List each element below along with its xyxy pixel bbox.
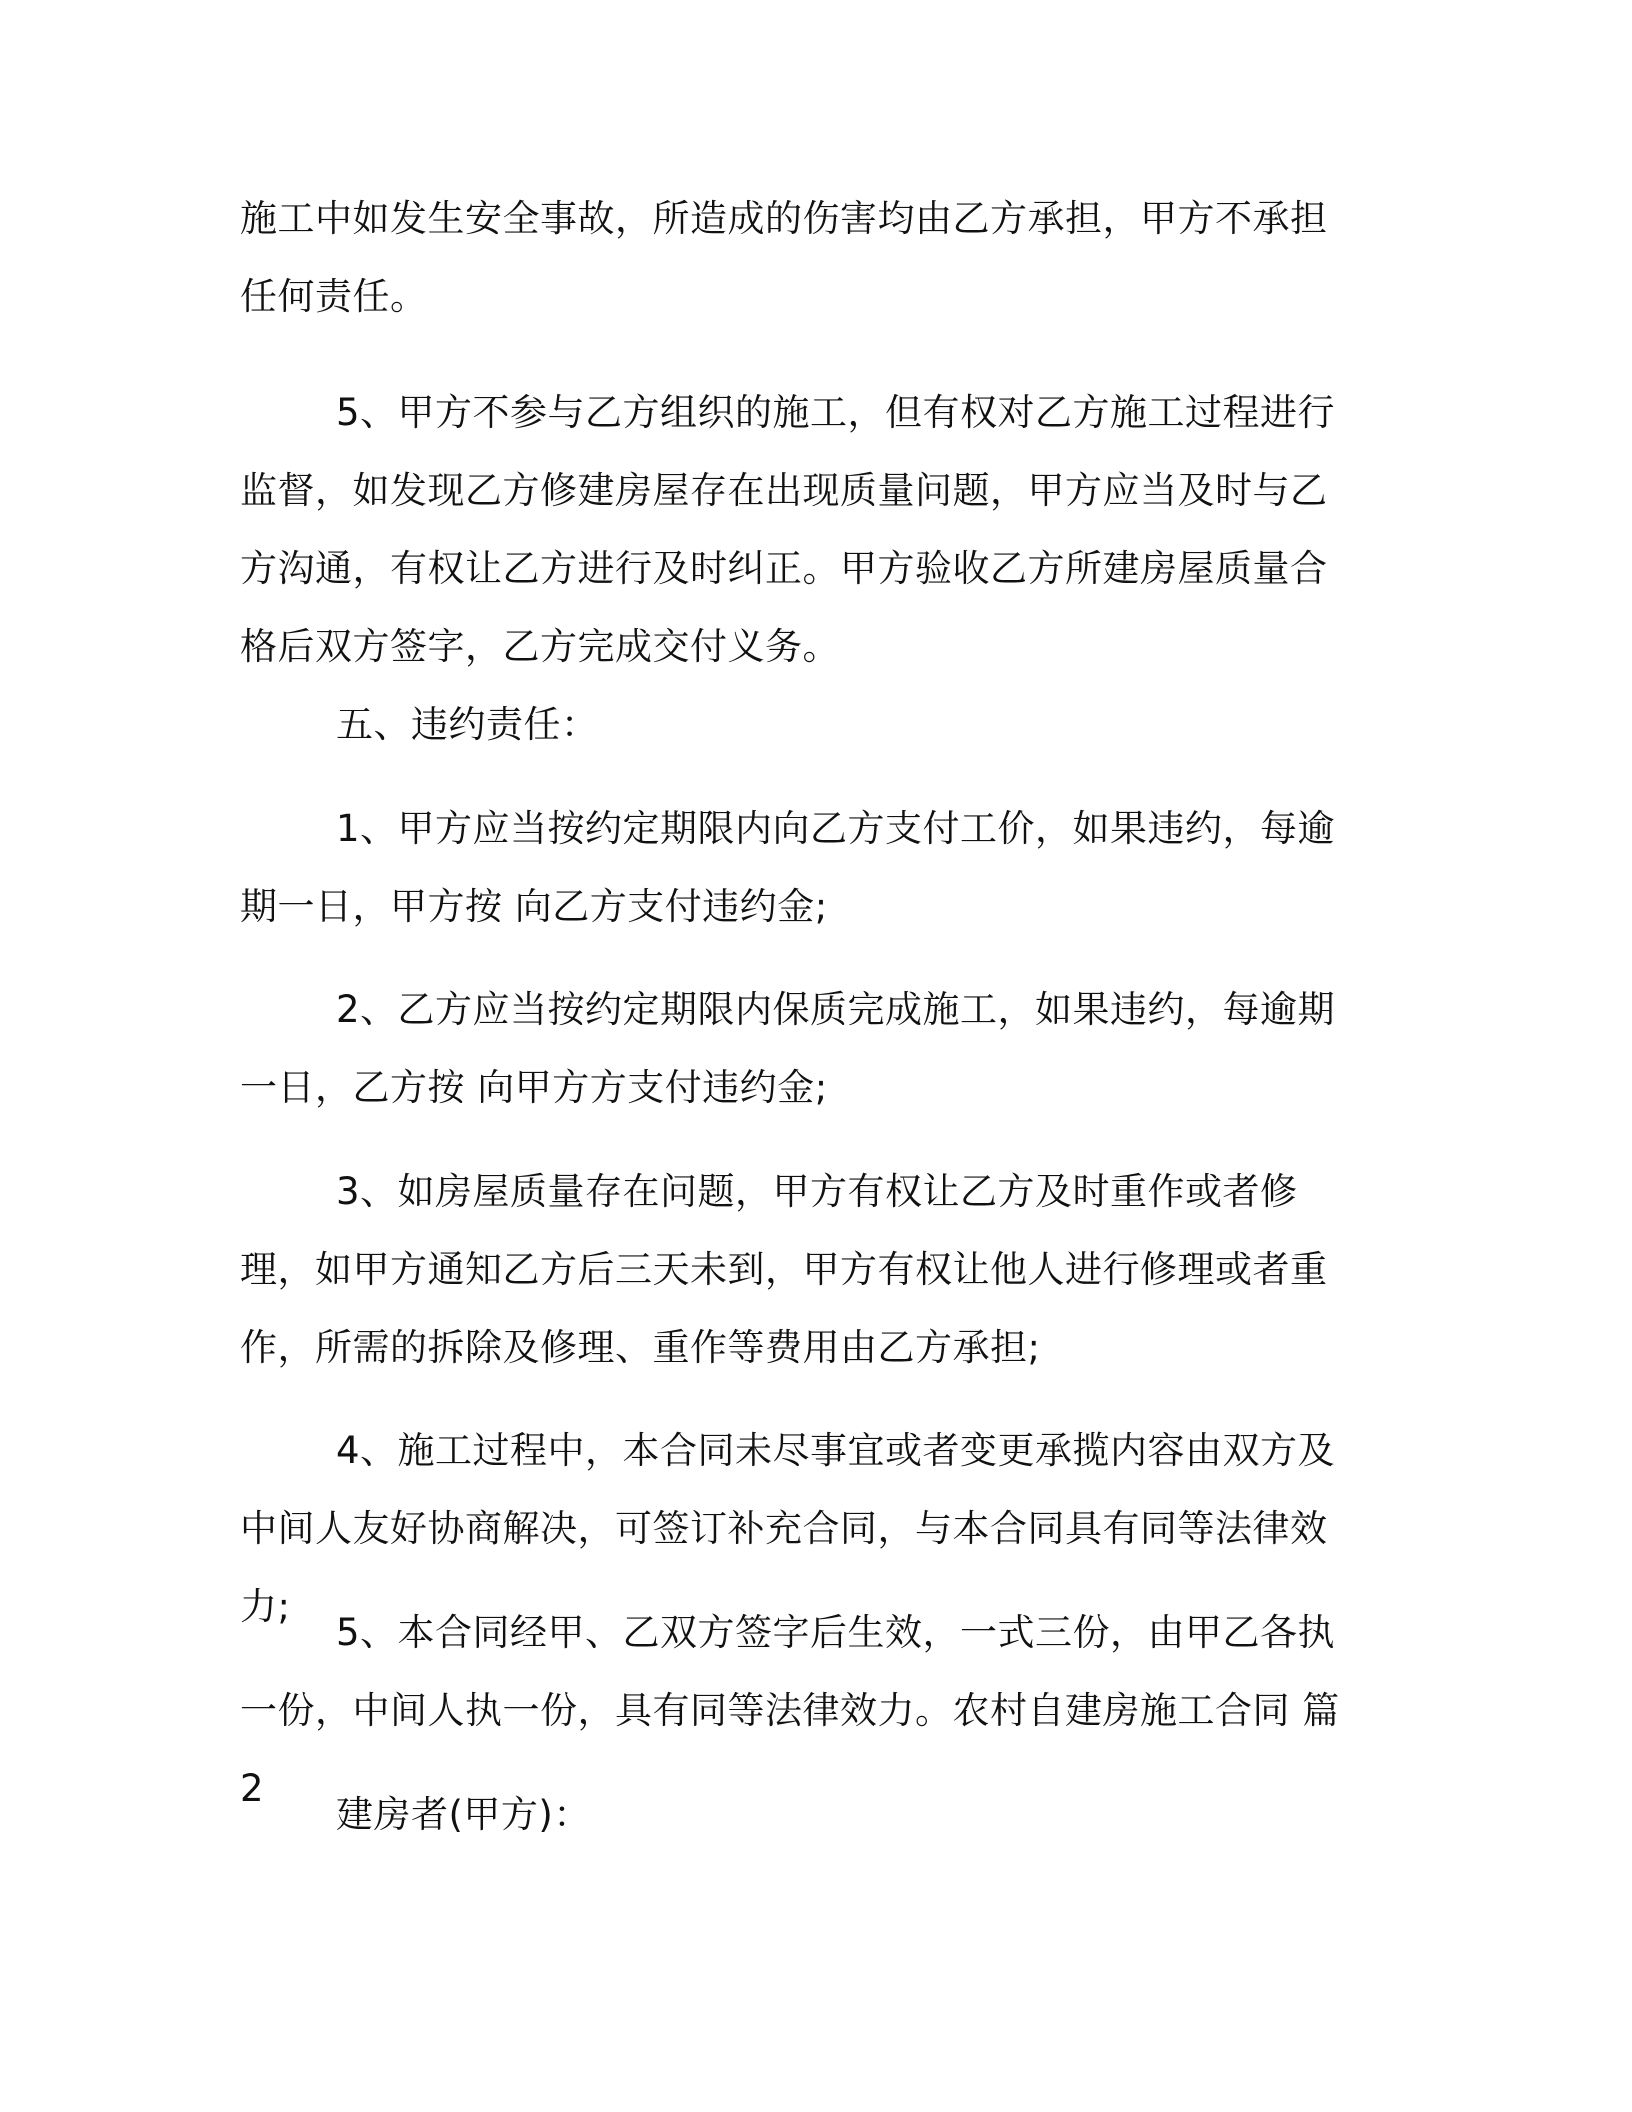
paragraph-clause-3-quality: 3、如房屋质量存在问题，甲方有权让乙方及时重作或者修理，如甲方通知乙方后三天未到，甲方有权让他人进行修理或者重作，所需的拆除及修理、重作等费用由乙方承担; (240, 1170, 1328, 1369)
paragraph-clause-2-construction: 2、乙方应当按约定期限内保质完成施工，如果违约，每逾期一日，乙方按 向甲方方支付违约金; (240, 988, 1336, 1109)
section-heading-breach-liability: 五、违约责任： (336, 703, 599, 746)
paragraph-clause-1-payment: 1、甲方应当按约定期限内向乙方支付工价，如果违约，每逾期一日，甲方按 向乙方支付违约金; (240, 807, 1336, 928)
paragraph-clause-4-supplement: 4、施工过程中，本合同未尽事宜或者变更承揽内容由双方及中间人友好协商解决，可签订补充合同，与本合同具有同等法律效力; (240, 1429, 1336, 1628)
paragraph-clause-5-effectiveness: 5、本合同经甲、乙双方签字后生效，一式三份，由甲乙各执一份，中间人执一份，具有同等法律效力。农村自建房施工合同 篇 2 (240, 1611, 1340, 1810)
paragraph-clause-5-supervision: 5、甲方不参与乙方组织的施工，但有权对乙方施工过程进行监督，如发现乙方修建房屋存在出现质量问题，甲方应当及时与乙方沟通，有权让乙方进行及时纠正。甲方验收乙方所建房屋质量合格后双方签字，乙方完成交付义务。 (240, 391, 1336, 668)
paragraph-safety-liability: 施工中如发生安全事故，所造成的伤害均由乙方承担，甲方不承担任何责任。 (240, 197, 1328, 318)
paragraph-builder-party-a: 建房者(甲方)： (336, 1793, 591, 1836)
